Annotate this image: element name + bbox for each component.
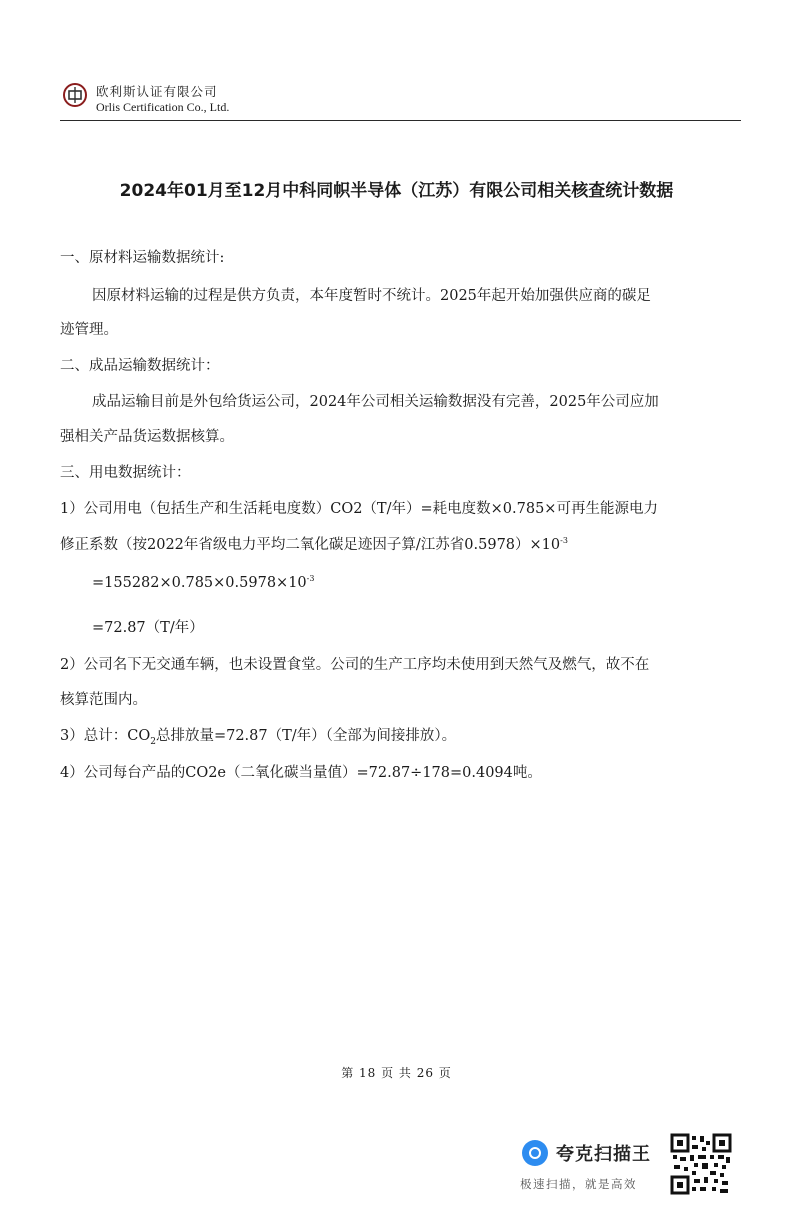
section-1-heading: 一、原材料运输数据统计: <box>60 250 225 266</box>
item-3-prefix: 3）总计：CO <box>60 728 151 744</box>
section-3-heading: 三、用电数据统计： <box>60 465 191 481</box>
calculation-line-1-text: =155282×0.785×0.5978×10 <box>92 574 307 591</box>
calculation-line-1 <box>92 574 314 591</box>
item-1-line-1: 1）公司用电（包括生产和生活耗电度数）CO2（T/年）=耗电度数×0.785×可再生能源电力 <box>60 501 658 517</box>
item-1-line-2 <box>60 533 568 554</box>
scanner-watermark <box>520 1136 670 1196</box>
page-number: 第 18 页 共 26 页 <box>341 1066 452 1080</box>
letterhead <box>60 78 741 121</box>
item-3-total <box>60 724 456 747</box>
scanner-logo-icon <box>522 1140 548 1166</box>
section-1-paragraph-line-2: 迹管理。 <box>60 322 118 338</box>
scanner-slogan: 极速扫描，就是高效 <box>520 1177 637 1191</box>
orlis-logo-icon <box>62 82 88 108</box>
section-1-paragraph-line-1: 因原材料运输的过程是供方负责，本年度暂时不统计。2025年起开始加强供应商的碳足 <box>92 288 651 304</box>
item-3-suffix: 总排放量=72.87（T/年）（全部为间接排放）。 <box>155 728 457 744</box>
calculation-result: =72.87（T/年） <box>92 620 204 636</box>
subscript: 2 <box>150 736 156 747</box>
exponent: -3 <box>560 536 568 546</box>
scanner-name: 夸克扫描王 <box>556 1144 651 1165</box>
item-4-per-unit: 4）公司每台产品的CO2e（二氧化碳当量值）=72.87÷178=0.4094吨。 <box>60 765 542 781</box>
section-2-heading: 二、成品运输数据统计： <box>60 358 220 374</box>
company-name-en: Orlis Certification Co., Ltd. <box>96 100 230 114</box>
item-1-line-2-text: 修正系数（按2022年省级电力平均二氧化碳足迹因子算/江苏省0.5978）×10 <box>60 537 561 553</box>
item-2-line-2: 核算范围内。 <box>60 692 147 708</box>
document-title: 2024年01月至12月中科同帜半导体（江苏）有限公司相关核查统计数据 <box>119 181 674 201</box>
section-2-paragraph-line-1: 成品运输目前是外包给货运公司，2024年公司相关运输数据没有完善，2025年公司应加 <box>92 394 659 410</box>
section-2-paragraph-line-2: 强相关产品货运数据核算。 <box>60 429 234 445</box>
exponent: -3 <box>306 574 315 583</box>
item-2-line-1: 2）公司名下无交通车辆，也未设置食堂。公司的生产工序均未使用到天然气及燃气，故不在 <box>60 657 650 673</box>
qr-code-icon <box>670 1133 732 1195</box>
company-name-cn: 欧利斯认证有限公司 <box>96 84 218 99</box>
